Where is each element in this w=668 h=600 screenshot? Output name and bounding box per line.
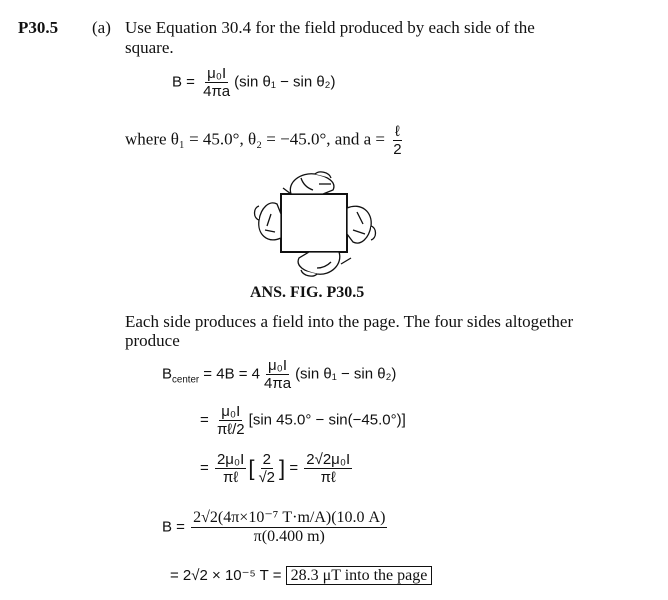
eq5-numerator: 2√2(4π×10⁻⁷ T·m/A)(10.0 A) [193, 509, 386, 526]
equation-2 [162, 358, 396, 391]
eq4-fraction-1 [215, 452, 246, 485]
eq1-denominator: 4πa [203, 83, 231, 100]
eq3-fraction [215, 404, 247, 437]
eq1-numerator: μ₀I [207, 65, 227, 82]
body-line-2: produce [125, 331, 180, 350]
hand-bottom [298, 252, 351, 276]
eq5-lhs: B = [162, 518, 185, 536]
equation-4: = $\frac{\text{2μ₀I}}{\text{πℓ}}$ [ $\frac{2}{√2}$ ] = $\frac{\text{2√2μ₀I}}{\text{πℓ}}$ [200, 451, 351, 486]
figure-square-hands [253, 168, 381, 280]
equation-3 [200, 404, 406, 437]
eq4-numerator: 2μ₀I [216, 451, 245, 468]
eq3-rhs: [sin 45.0° − sin(−45.0°)] [248, 411, 406, 429]
eq4-equals-2: = [289, 459, 299, 477]
square-loop [281, 194, 347, 252]
eq3-numerator: μ₀I [221, 403, 241, 420]
where-text: where θ₁ = 45.0°, θ₂ = −45.0°, and a = [125, 129, 385, 149]
hand-left [255, 203, 282, 240]
final-answer-box: 28.3 μT into the page [286, 566, 433, 585]
eq2-denominator: 4πa [264, 375, 292, 392]
where-numerator: ℓ [394, 123, 400, 140]
intro-line-2: square. [125, 38, 174, 57]
equation-1 [172, 66, 336, 99]
equation-6 [170, 566, 432, 585]
eq3-equals: = [200, 411, 209, 429]
eq5-denominator: π(0.400 m) [253, 528, 325, 545]
eq4-equals: = [200, 459, 209, 477]
eq2-numerator: μ₀I [268, 357, 288, 374]
eq2-rhs: (sin θ₁ − sin θ₂) [295, 365, 397, 383]
eq4-denominator-2: πℓ [320, 469, 336, 486]
eq1-fraction [201, 66, 232, 99]
problem-number: P30.5 [18, 18, 59, 37]
eq4-bracket-denominator: √2 [258, 469, 276, 486]
eq2-lhs-subscript: center [172, 374, 200, 386]
where-line [125, 124, 406, 157]
eq3-denominator: πℓ/2 [216, 421, 245, 438]
eq6-text: = 2√2 × 10⁻⁵ T = [170, 567, 282, 584]
eq2-mid: = 4B = 4 [203, 365, 261, 383]
eq1-lhs: B = [172, 73, 195, 91]
eq5-fraction [191, 510, 387, 545]
hand-top [283, 172, 334, 194]
eq1-rhs: (sin θ₁ − sin θ₂) [234, 73, 336, 91]
where-fraction [391, 124, 403, 157]
equation-5 [162, 510, 389, 545]
eq4-bracket-fraction [256, 452, 277, 485]
eq2-fraction [262, 358, 293, 391]
eq4-denominator: πℓ [223, 469, 239, 486]
figure-caption: ANS. FIG. P30.5 [250, 284, 365, 301]
eq4-fraction-2 [304, 452, 352, 485]
body-line-1: Each side produces a field into the page. The four sides altogether [125, 312, 574, 331]
eq4-numerator-2: 2√2μ₀I [306, 451, 351, 468]
eq4-bracket-numerator: 2 [262, 451, 271, 468]
hand-right [347, 206, 376, 243]
eq2-lhs: B [162, 365, 173, 383]
problem-part: (a) [92, 18, 111, 37]
intro-line-1: Use Equation 30.4 for the field produced by each side of the [125, 18, 535, 37]
where-denominator: 2 [393, 141, 402, 158]
